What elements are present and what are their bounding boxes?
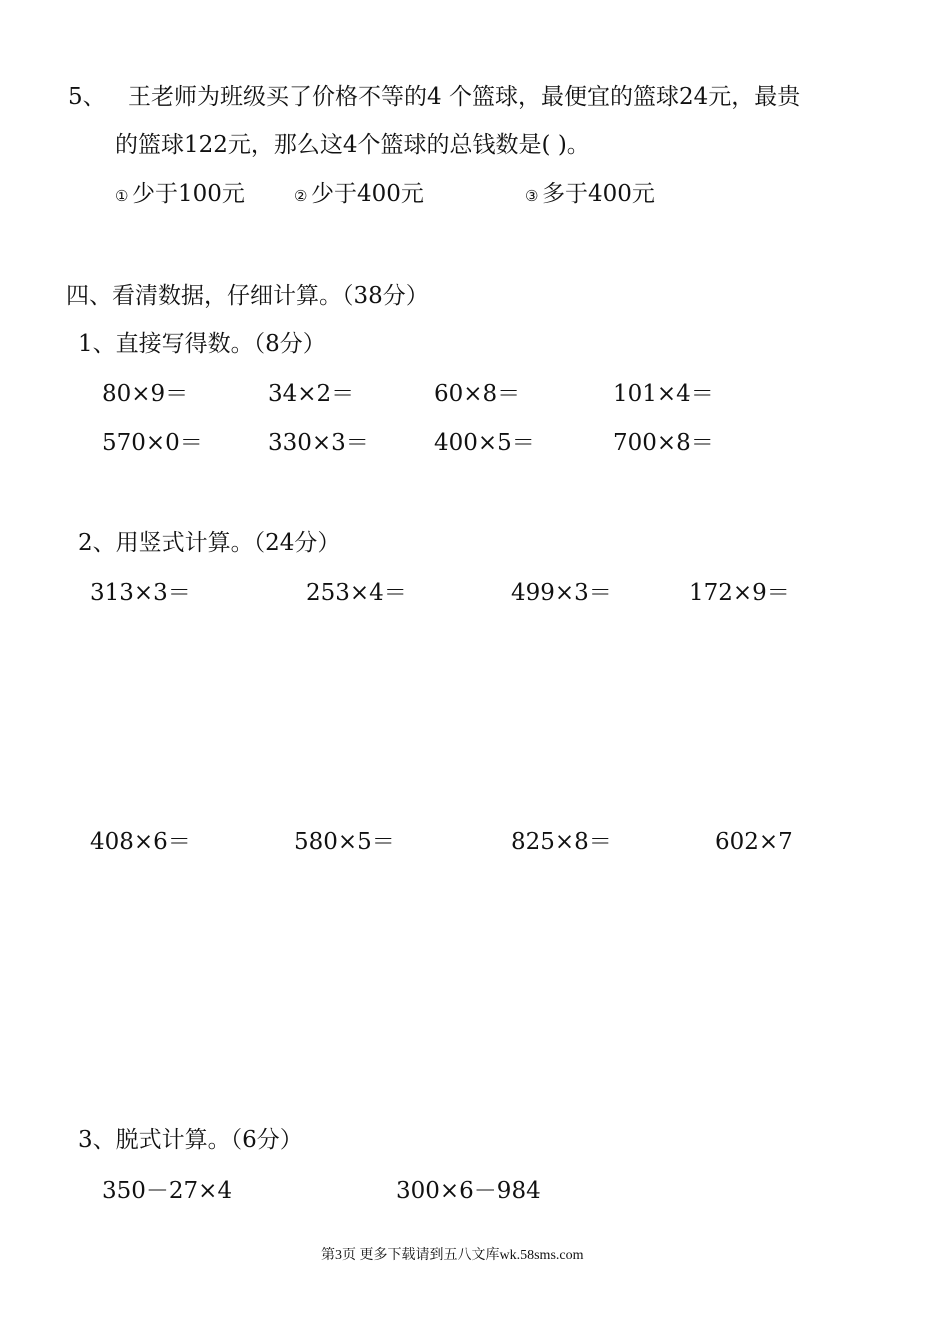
oral-calc-item: 101×4＝	[613, 381, 714, 407]
question-5-text-line-2: 的篮球122元，那么这4个篮球的总钱数是( )。	[115, 132, 590, 158]
vertical-calc-item: 580×5＝	[294, 829, 395, 855]
page-footer: 第3页 更多下载请到五八文库wk.58sms.com	[321, 1248, 584, 1263]
oral-calc-item: 570×0＝	[102, 430, 203, 456]
vertical-calc-item: 313×3＝	[90, 580, 191, 606]
option-2-mark: ②	[294, 187, 308, 205]
oral-calc-item: 34×2＝	[268, 381, 355, 407]
oral-calc-item: 700×8＝	[613, 430, 714, 456]
step-calc-item: 350－27×4	[102, 1178, 233, 1204]
oral-calc-item: 80×9＝	[102, 381, 189, 407]
option-3-mark: ③	[525, 187, 539, 205]
part-2-title: 2、用竖式计算。（24分）	[78, 530, 341, 556]
option-1-mark: ①	[115, 187, 129, 205]
part-1-title: 1、直接写得数。（8分）	[78, 331, 326, 357]
section-4-title: 四、看清数据，仔细计算。（38分）	[66, 283, 429, 309]
oral-calc-item: 60×8＝	[434, 381, 521, 407]
oral-calc-item: 400×5＝	[434, 430, 535, 456]
vertical-calc-item: 408×6＝	[90, 829, 191, 855]
oral-calc-item: 330×3＝	[268, 430, 369, 456]
option-3-text: 多于400元	[542, 181, 655, 207]
vertical-calc-item: 253×4＝	[306, 580, 407, 606]
question-5-text-line-1: 王老师为班级买了价格不等的4 个篮球，最便宜的篮球24元，最贵	[128, 84, 801, 110]
vertical-calc-item: 172×9＝	[689, 580, 790, 606]
part-3-title: 3、脱式计算。（6分）	[78, 1127, 303, 1153]
step-calc-item: 300×6－984	[396, 1178, 541, 1204]
option-1-text: 少于100元	[132, 181, 245, 207]
option-2-text: 少于400元	[311, 181, 424, 207]
vertical-calc-item: 499×3＝	[511, 580, 612, 606]
vertical-calc-item: 825×8＝	[511, 829, 612, 855]
vertical-calc-item: 602×7	[715, 829, 793, 855]
question-5-number: 5、	[68, 84, 106, 110]
